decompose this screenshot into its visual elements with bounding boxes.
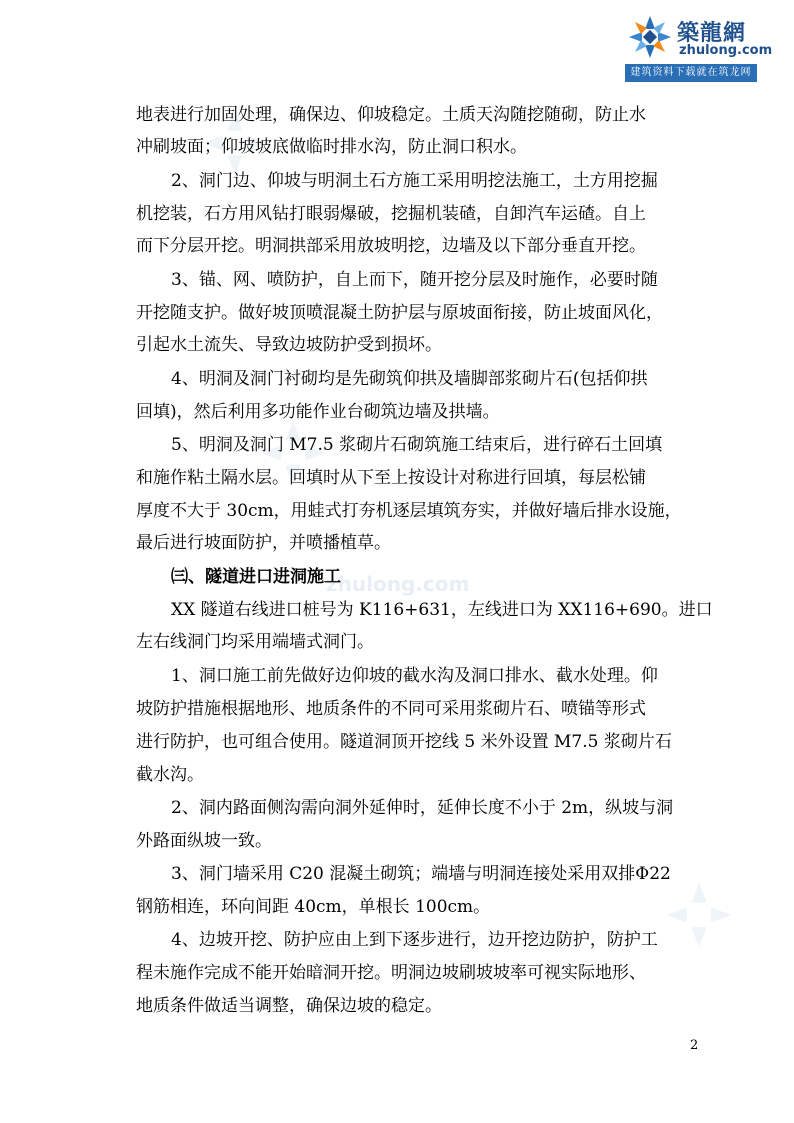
text-line: 回填)，然后利用多功能作业台砌筑边墙及拱墙。 xyxy=(136,402,500,422)
watermark-text: zhulong.com xyxy=(326,572,470,596)
text-line: 地表进行加固处理，确保边、仰坡稳定。土质天沟随挖随砌，防止水 xyxy=(136,105,646,125)
text-line: 地质条件做适当调整，确保边坡的稳定。 xyxy=(136,996,442,1016)
text-line: 1、洞口施工前先做好边仰坡的截水沟及洞口排水、截水处理。仰 xyxy=(171,666,658,686)
text-line: 程未施作完成不能开始暗洞开挖。明洞边坡刷坡坡率可视实际地形、 xyxy=(136,963,646,983)
logo-domain: zhulong.com xyxy=(679,43,773,58)
zhulong-logo xyxy=(625,12,773,84)
text-line: 厚度不大于 30cm，用蛙式打夯机逐层填筑夯实，并做好墙后排水设施， xyxy=(136,501,682,521)
text-line: 2、洞门边、仰坡与明洞土石方施工采用明挖法施工，土方用挖掘 xyxy=(171,171,658,191)
text-line: 左右线洞门均采用端墙式洞门。 xyxy=(136,632,374,652)
section-heading: ㈢、隧道进口进洞施工 xyxy=(171,567,341,587)
logo-name: 築龍網 xyxy=(677,20,747,46)
snowflake-logo-icon xyxy=(627,14,673,60)
text-line: 引起水土流失、导致边坡防护受到损坏。 xyxy=(136,335,442,355)
text-line: 4、明洞及洞门衬砌均是先砌筑仰拱及墙脚部浆砌片石(包括仰拱 xyxy=(171,369,648,389)
text-line: 最后进行坡面防护，并喷播植草。 xyxy=(136,533,391,553)
logo-slogan: 建筑资料下载就在筑龙网 xyxy=(625,64,757,82)
text-line: 截水沟。 xyxy=(136,765,204,785)
text-line: 开挖随支护。做好坡顶喷混凝土防护层与原坡面衔接，防止坡面风化， xyxy=(136,303,663,323)
text-line: 钢筋相连，环向间距 40cm，单根长 100cm。 xyxy=(136,897,491,917)
page-number: 2 xyxy=(690,1038,699,1053)
text-line: 和施作粘土隔水层。回填时从下至上按设计对称进行回填，每层松铺 xyxy=(136,468,646,488)
text-line: 2、洞内路面侧沟需向洞外延伸时，延伸长度不小于 2m，纵坡与洞 xyxy=(171,798,674,818)
text-line: 外路面纵坡一致。 xyxy=(136,831,272,851)
text-line: XX 隧道右线进口桩号为 K116+631，左线进口为 XX116+690。进口 xyxy=(171,600,713,620)
text-line: 冲刷坡面；仰坡坡底做临时排水沟，防止洞口积水。 xyxy=(136,137,527,157)
text-line: 4、边坡开挖、防护应由上到下逐步进行，边开挖边防护，防护工 xyxy=(171,930,658,950)
text-line: 3、洞门墙采用 C20 混凝土砌筑；端墙与明洞连接处采用双排Φ22 xyxy=(171,864,671,884)
text-line: 坡防护措施根据地形、地质条件的不同可采用浆砌片石、喷锚等形式 xyxy=(136,699,646,719)
text-line: 机挖装，石方用风钻打眼弱爆破，挖掘机装碴，自卸汽车运碴。自上 xyxy=(136,204,646,224)
text-line: 5、明洞及洞门 M7.5 浆砌片石砌筑施工结束后，进行碎石土回填 xyxy=(171,435,663,455)
text-line: 3、锚、网、喷防护，自上而下，随开挖分层及时施作，必要时随 xyxy=(171,270,658,290)
text-line: 而下分层开挖。明洞拱部采用放坡明挖，边墙及以下部分垂直开挖。 xyxy=(136,236,646,256)
text-line: 进行防护，也可组合使用。隧道洞顶开挖线 5 米外设置 M7.5 浆砌片石 xyxy=(136,732,672,752)
